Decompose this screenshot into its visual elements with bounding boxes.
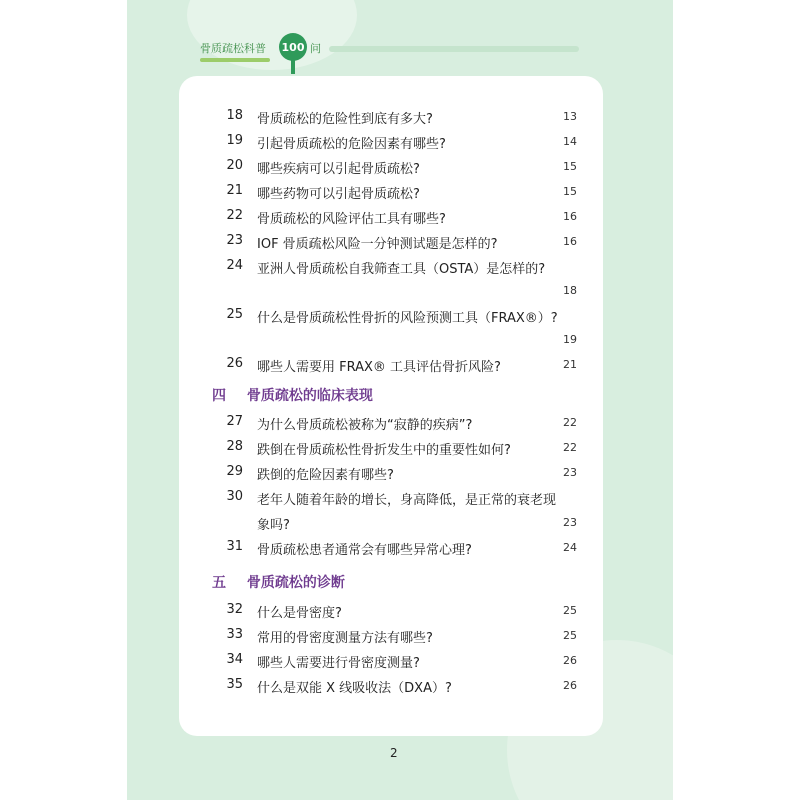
toc-card: [179, 76, 603, 736]
toc-item[interactable]: [179, 158, 603, 178]
toc-item-number: 25: [226, 307, 243, 322]
toc-item-continuation: [179, 514, 603, 534]
header-badge: 100: [279, 33, 307, 61]
toc-item[interactable]: [179, 133, 603, 153]
toc-item[interactable]: [179, 183, 603, 203]
header-suffix: 问: [310, 42, 321, 55]
toc-item-question: 常用的骨密度测量方法有哪些?: [257, 631, 433, 646]
toc-item-continuation: [179, 282, 603, 302]
toc-item-number: 21: [226, 183, 243, 198]
toc-item-number: 31: [226, 539, 243, 554]
toc-item-page: 25: [563, 604, 577, 617]
toc-item-number: 20: [226, 158, 243, 173]
toc-item[interactable]: [179, 208, 603, 228]
toc-item-question: 亚洲人骨质疏松自我筛查工具（OSTA）是怎样的?: [257, 262, 546, 277]
toc-item-question: 骨质疏松的危险性到底有多大?: [257, 112, 433, 127]
toc-item-page: 26: [563, 679, 577, 692]
section-heading[interactable]: [212, 385, 373, 405]
toc-item-number: 24: [226, 258, 243, 273]
toc-item-number: 23: [226, 233, 243, 248]
toc-item-page: 24: [563, 541, 577, 554]
toc-item-page: 16: [563, 210, 577, 223]
toc-item-page: 16: [563, 235, 577, 248]
toc-item[interactable]: [179, 489, 603, 509]
toc-item-question: 哪些人需要用 FRAX® 工具评估骨折风险?: [257, 360, 501, 375]
header-bar: [329, 46, 579, 52]
toc-item-question: 哪些人需要进行骨密度测量?: [257, 656, 420, 671]
toc-item-number: 30: [226, 489, 243, 504]
toc-item-page: 25: [563, 629, 577, 642]
toc-item-number: 19: [226, 133, 243, 148]
header-underline: [200, 58, 270, 62]
toc-item[interactable]: [179, 439, 603, 459]
toc-item-question: 为什么骨质疏松被称为“寂静的疾病”?: [257, 418, 473, 433]
toc-item-page: 14: [563, 135, 577, 148]
toc-item[interactable]: [179, 108, 603, 128]
section-number: 五: [212, 575, 226, 591]
toc-item[interactable]: [179, 652, 603, 672]
toc-item-question: 骨质疏松的风险评估工具有哪些?: [257, 212, 446, 227]
toc-item-number: 33: [226, 627, 243, 642]
section-title: 骨质疏松的临床表现: [246, 388, 373, 404]
toc-item-question: 骨质疏松患者通常会有哪些异常心理?: [257, 543, 472, 558]
toc-item-page: 13: [563, 110, 577, 123]
toc-item-page: 15: [563, 185, 577, 198]
toc-item-number: 34: [226, 652, 243, 667]
toc-item-continuation: [179, 331, 603, 351]
toc-item-question: 跌倒的危险因素有哪些?: [257, 468, 394, 483]
toc-item-number: 18: [226, 108, 243, 123]
toc-item[interactable]: [179, 539, 603, 559]
toc-item-question: 老年人随着年龄的增长，身高降低，是正常的衰老现: [257, 493, 557, 508]
book-page: [127, 0, 673, 800]
toc-item-number: 29: [226, 464, 243, 479]
toc-item-page: 15: [563, 160, 577, 173]
toc-item-question: 什么是双能 X 线吸收法（DXA）?: [257, 681, 452, 696]
toc-item[interactable]: [179, 627, 603, 647]
toc-item[interactable]: [179, 258, 603, 278]
toc-item[interactable]: [179, 677, 603, 697]
toc-item[interactable]: [179, 307, 603, 327]
toc-item-question: IOF 骨质疏松风险一分钟测试题是怎样的?: [257, 237, 498, 252]
toc-item[interactable]: [179, 356, 603, 376]
toc-item-question-cont: 象吗?: [257, 518, 290, 533]
toc-item-question: 哪些疾病可以引起骨质疏松?: [257, 162, 420, 177]
toc-item-question: 跌倒在骨质疏松性骨折发生中的重要性如何?: [257, 443, 511, 458]
toc-item-question: 哪些药物可以引起骨质疏松?: [257, 187, 420, 202]
toc-item-number: 22: [226, 208, 243, 223]
toc-item-page: 19: [563, 333, 577, 346]
toc-item-question: 引起骨质疏松的危险因素有哪些?: [257, 137, 446, 152]
header-title: 骨质疏松科普: [200, 42, 266, 55]
section-title: 骨质疏松的诊断: [246, 575, 345, 591]
toc-item-page: 26: [563, 654, 577, 667]
toc-item-question: 什么是骨密度?: [257, 606, 342, 621]
toc-item-page: 22: [563, 441, 577, 454]
toc-item-page: 21: [563, 358, 577, 371]
toc-item[interactable]: [179, 414, 603, 434]
section-number: 四: [212, 388, 226, 404]
toc-item[interactable]: [179, 464, 603, 484]
toc-item-number: 32: [226, 602, 243, 617]
toc-item-page: 23: [563, 466, 577, 479]
toc-item[interactable]: [179, 233, 603, 253]
toc-item-number: 28: [226, 439, 243, 454]
toc-item-page: 23: [563, 516, 577, 529]
toc-item[interactable]: [179, 602, 603, 622]
section-heading[interactable]: [212, 572, 345, 592]
toc-item-question: 什么是骨质疏松性骨折的风险预测工具（FRAX®）?: [257, 311, 558, 326]
page-number: 2: [390, 746, 398, 760]
toc-item-number: 27: [226, 414, 243, 429]
toc-item-page: 22: [563, 416, 577, 429]
toc-item-number: 35: [226, 677, 243, 692]
toc-item-number: 26: [226, 356, 243, 371]
toc-item-page: 18: [563, 284, 577, 297]
